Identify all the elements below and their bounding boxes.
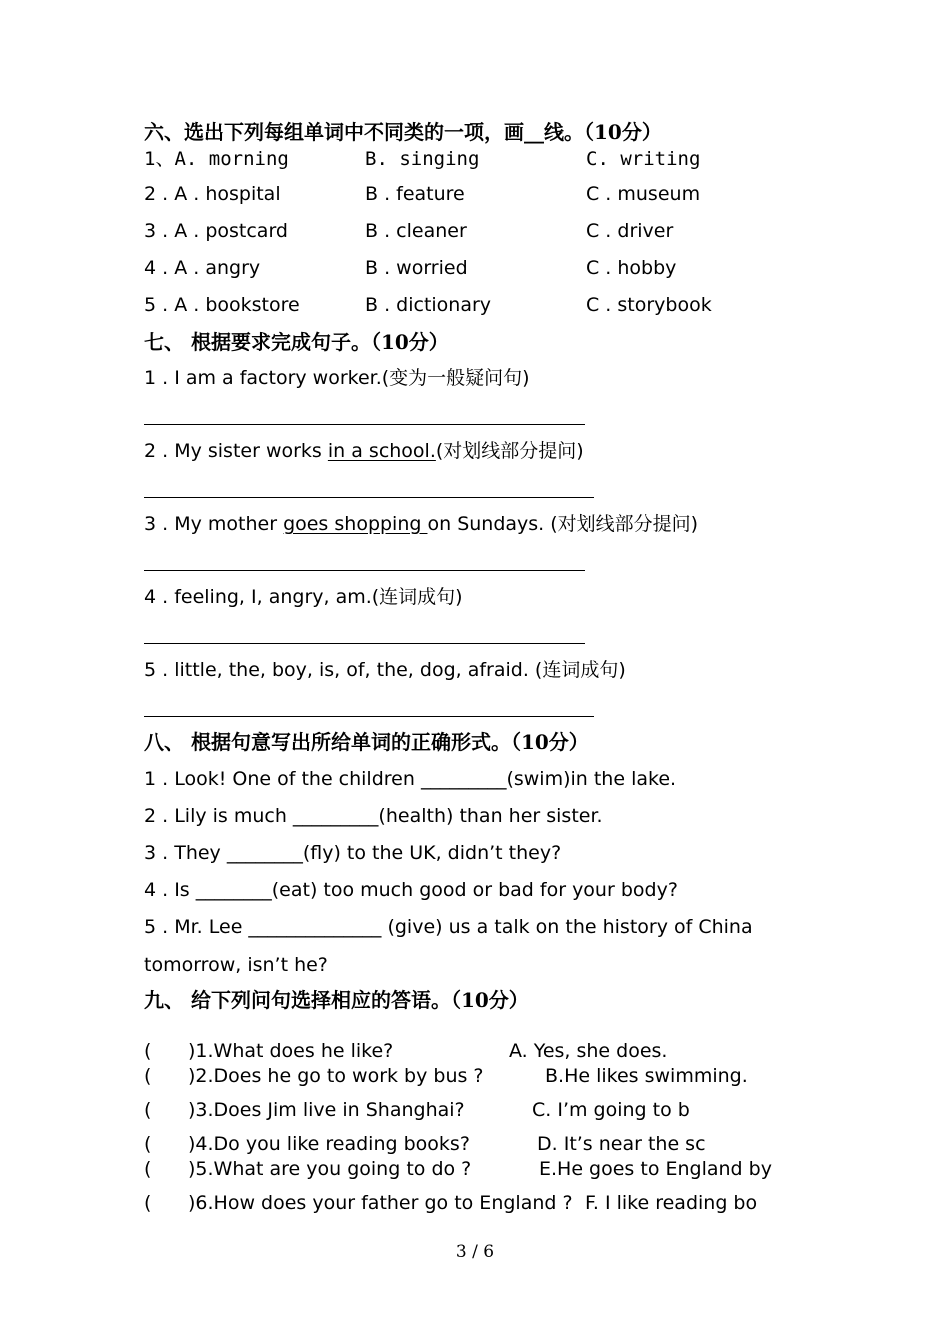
s9-item-6-question: )6.How does your father go to England ? xyxy=(188,1192,573,1214)
s9-item-6-paren: ( xyxy=(144,1192,152,1214)
section-7-title: 七、 根据要求完成句子。（10分） xyxy=(144,330,449,354)
s8-question-1: 1 . Look! One of the children _________(swim)in the lake. xyxy=(144,768,677,790)
page-number: 3 / 6 xyxy=(455,1242,495,1262)
s6-row-5-b: B . dictionary xyxy=(365,294,492,316)
s6-row-4-c: C . hobby xyxy=(586,257,677,279)
s9-item-3-answer: C. I’m going to b xyxy=(532,1099,690,1121)
s6-row-2-a: 2 . A . hospital xyxy=(144,183,281,205)
s9-item-1-answer: A. Yes, she does. xyxy=(509,1040,668,1062)
s7-answer-line-2 xyxy=(144,497,594,498)
s7-answer-line-4 xyxy=(144,643,585,644)
s7-answer-line-1 xyxy=(144,424,585,425)
s6-row-4-a: 4 . A . angry xyxy=(144,257,261,279)
s6-row-5-a: 5 . A . bookstore xyxy=(144,294,300,316)
section-8-title: 八、 根据句意写出所给单词的正确形式。（10分） xyxy=(144,730,589,754)
s6-row-1-c: C. writing xyxy=(586,148,701,170)
s9-item-2-answer: B.He likes swimming. xyxy=(545,1065,748,1087)
s6-row-5-c: C . storybook xyxy=(586,294,712,316)
s7-question-2 xyxy=(144,439,584,463)
s8-question-5: 5 . Mr. Lee ______________ (give) us a talk on the history of China xyxy=(144,916,753,938)
s7-answer-line-3 xyxy=(144,570,585,571)
s8-question-4: 4 . Is ________(eat) too much good or bad for your body? xyxy=(144,879,678,901)
s6-row-3-b: B . cleaner xyxy=(365,220,467,242)
s6-row-1-a: 1、A. morning xyxy=(144,148,289,170)
section-6-title: 六、选出下列每组单词中不同类的一项，画__线。（10分） xyxy=(144,120,662,144)
s6-row-3-a: 3 . A . postcard xyxy=(144,220,288,242)
s6-row-3-c: C . driver xyxy=(586,220,674,242)
s6-row-2-c: C . museum xyxy=(586,183,701,205)
s6-row-1-b: B. singing xyxy=(365,148,480,170)
s9-item-5-paren: ( xyxy=(144,1158,152,1180)
s9-item-5-question: )5.What are you going to do ? xyxy=(188,1158,472,1180)
s9-item-5-answer: E.He goes to England by xyxy=(539,1158,772,1180)
section-9-title: 九、 给下列问句选择相应的答语。（10分） xyxy=(144,988,529,1012)
s6-row-2-b: B . feature xyxy=(365,183,465,205)
s9-item-4-answer: D. It’s near the sc xyxy=(537,1133,706,1155)
s8-question-5-continued: tomorrow, isn’t he? xyxy=(144,954,328,976)
s7-question-4: 4 . feeling, I, angry, am.(连词成句) xyxy=(144,586,463,608)
s7-answer-line-5 xyxy=(144,716,594,717)
s9-item-4-question: )4.Do you like reading books? xyxy=(188,1133,470,1155)
s9-item-3-paren: ( xyxy=(144,1099,152,1121)
s7-q3-instruction: on Sundays. (对划线部分提问) xyxy=(427,513,699,535)
s7-question-1: 1 . I am a factory worker.(变为一般疑问句) xyxy=(144,367,530,389)
s7-q2-text: 2 . My sister works xyxy=(144,440,328,462)
s9-item-2-paren: ( xyxy=(144,1065,152,1087)
s6-row-4-b: B . worried xyxy=(365,257,468,279)
s7-q2-underlined: in a school. xyxy=(327,440,436,462)
s8-question-2: 2 . Lily is much _________(health) than her sister. xyxy=(144,805,603,827)
s9-item-4-paren: ( xyxy=(144,1133,152,1155)
s9-item-3-question: )3.Does Jim live in Shanghai? xyxy=(188,1099,465,1121)
s8-question-3: 3 . They ________(fly) to the UK, didn’t they? xyxy=(144,842,562,864)
s9-item-2-question: )2.Does he go to work by bus ? xyxy=(188,1065,484,1087)
s7-q3-text: 3 . My mother xyxy=(144,513,284,535)
s7-q3-underlined: goes shopping xyxy=(283,513,428,535)
s7-q2-instruction: (对划线部分提问) xyxy=(435,440,584,462)
s9-item-1-question: )1.What does he like? xyxy=(188,1040,394,1062)
s9-item-6-answer: F. I like reading bo xyxy=(585,1192,758,1214)
s9-item-1-paren: ( xyxy=(144,1040,152,1062)
s7-question-3 xyxy=(144,512,698,536)
s7-question-5: 5 . little, the, boy, is, of, the, dog, afraid. (连词成句) xyxy=(144,659,626,681)
